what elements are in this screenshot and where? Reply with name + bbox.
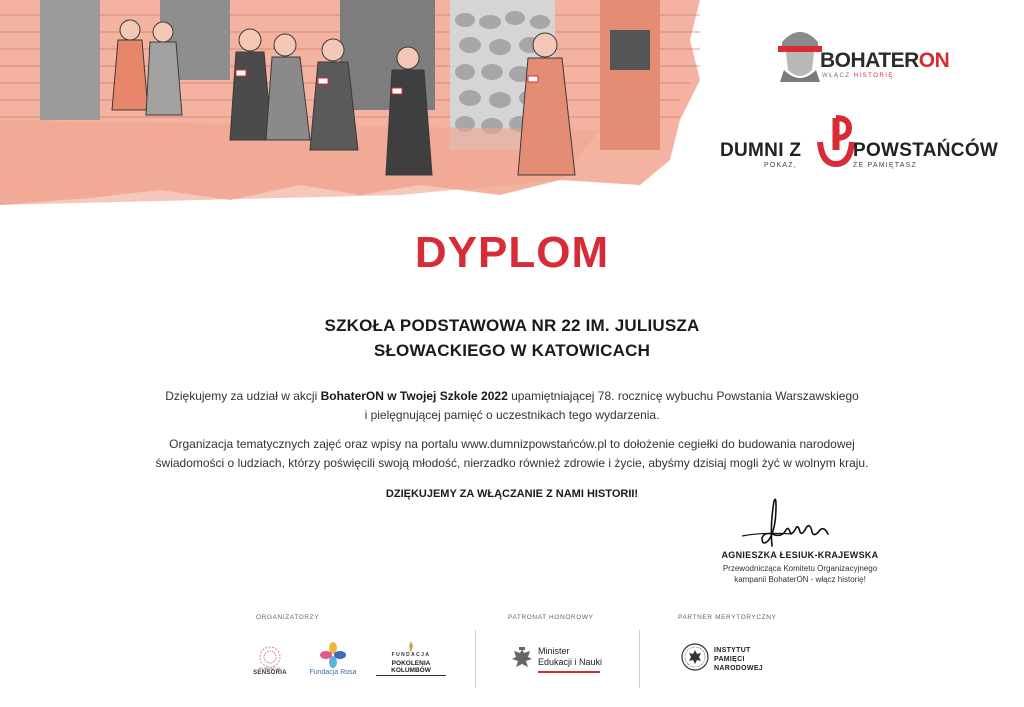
ipn-line2: PAMIĘCI: [714, 656, 745, 663]
header-illustration: [0, 0, 720, 205]
fundacja-rosa-logo-icon: [318, 640, 348, 670]
p1-text-after: upamiętniającej 78. rocznicę wybuchu Powstania Warszawskiego: [507, 389, 859, 403]
dumni-sub-left: POKAŻ,: [764, 162, 797, 169]
bohateron-wordmark-part1: BOHATER: [820, 49, 919, 72]
minister-line1: Minister: [538, 646, 570, 656]
kolumbow-name: POKOLENIA KOLUMBÓW: [376, 660, 446, 676]
patronage-label: PATRONAT HONOROWY: [508, 614, 594, 621]
partner-label: PARTNER MERYTORYCZNY: [678, 614, 777, 621]
campaign-name: BohaterON w Twojej Szkole 2022: [320, 389, 508, 403]
school-name-line2: SŁOWACKIEGO W KATOWICACH: [373, 341, 651, 360]
bohateron-wordmark-part2: ON: [918, 49, 950, 72]
description-paragraph: [112, 435, 912, 473]
ipn-line3: NARODOWEJ: [714, 665, 763, 672]
school-name-line1: SZKOŁA PODSTAWOWA NR 22 IM. JULIUSZA: [324, 316, 700, 335]
signer-name: AGNIESZKA ŁESIUK-KRAJEWSKA: [721, 550, 879, 560]
p1-text-before: Dziękujemy za udział w akcji: [165, 389, 321, 403]
dumni-left-text: DUMNI Z: [720, 140, 802, 161]
paragraph2-line1: Organizacja tematycznych zajęć oraz wpisy na portalu www.dumnizpowstańców.pl to dołożenie cegiełki do budowania narodowej: [169, 437, 855, 451]
bohateron-tagline-part2: HISTORIĘ: [853, 73, 894, 79]
diploma-title: DYPLOM: [414, 228, 610, 277]
fundacja-rosa-name: Fundacja Rosa: [309, 669, 357, 676]
paragraph1-line1: [112, 387, 912, 406]
ipn-line1: INSTYTUT: [714, 647, 751, 654]
footer-divider: [475, 630, 476, 688]
bohateron-wordmark: [820, 49, 949, 73]
minister-red-underline: [538, 671, 600, 673]
thank-you-paragraph: [112, 387, 912, 425]
ipn-name: [714, 646, 763, 673]
signer-role-line1: Przewodnicząca Komitetu Organizacyjnego: [722, 564, 878, 573]
sensoria-small-label: FUNDACJA: [259, 666, 281, 671]
thanks-heading: DZIĘKUJEMY ZA WŁĄCZANIE Z NAMI HISTORII!: [385, 488, 639, 500]
bohateron-tagline-part1: WŁĄCZ: [822, 73, 854, 79]
school-name: [0, 313, 1024, 363]
minister-line2: Edukacji i Nauki: [538, 657, 603, 667]
paragraph2-line2: świadomości o ludziach, którzy poświęcili swoją młodość, nierzadko również zdrowie i życie, abyśmy dzisiaj mogli żyć w wolnym kraju.: [155, 456, 869, 470]
bohateron-tagline: [822, 73, 894, 79]
dumni-z-powstancow-logo: [720, 112, 999, 172]
kolumbow-top-label: FUNDACJA: [391, 652, 431, 658]
footer-divider: [639, 630, 640, 688]
signer-role: [690, 563, 910, 585]
ipn-seal-icon: [680, 642, 710, 672]
kotwica-mark-icon: [816, 112, 856, 172]
organizers-label: ORGANIZATORZY: [256, 614, 320, 621]
dumni-sub-right: ŻE PAMIĘTASZ: [853, 162, 917, 169]
signer-role-line2: kampanii BohaterON - włącz historię!: [734, 575, 866, 584]
paragraph1-line2: i pielęgnującej pamięć o uczestnikach tego wydarzenia.: [364, 408, 660, 422]
sensoria-name: SENSORIA: [253, 670, 287, 676]
polish-eagle-icon: [508, 645, 536, 673]
handwritten-signature: [732, 496, 842, 551]
dumni-right-text: POWSTAŃCÓW: [853, 140, 999, 161]
minister-text: [538, 646, 602, 668]
